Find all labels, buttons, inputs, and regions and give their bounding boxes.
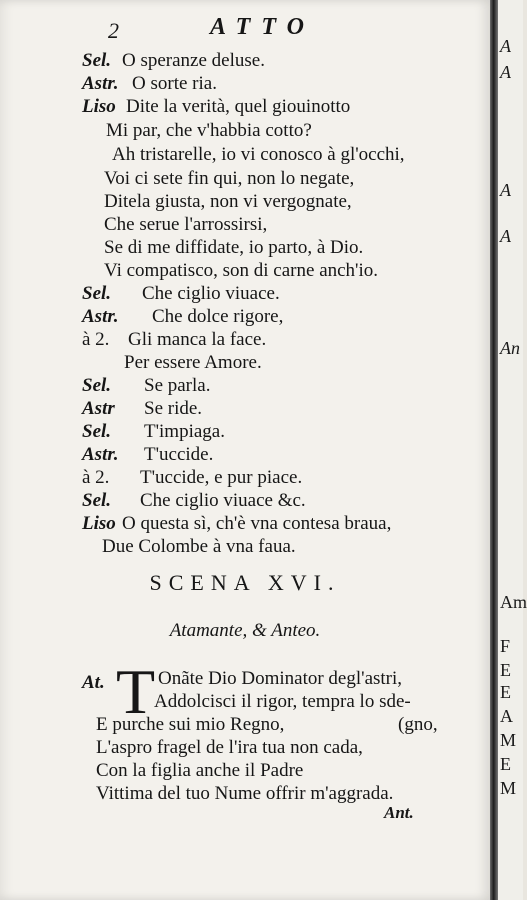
dialogue-line [0,352,490,374]
line-text: Dite la verità, quel giouinotto [126,96,351,117]
line-text: Che ciglio viuace. [142,283,280,304]
line-text: Se parla. [144,375,211,396]
speaker-label: Sel. [82,50,112,71]
dialogue-line [0,536,490,558]
dialogue-line [0,260,490,282]
catchword: Ant. [384,803,414,822]
edge-letter: A [500,706,513,726]
scene-persons: Atamante, & Anteo. [169,620,321,641]
dialogue-line [0,421,490,443]
speaker-label: Astr [82,398,115,419]
line-text: Gli manca la face. [128,329,267,350]
line-text: T'impiaga. [144,421,225,442]
speaker-label: Sel. [82,375,112,396]
line-text: Vittima del tuo Nume offrir m'aggrada. [96,783,394,804]
dialogue-line [0,73,490,95]
book-gutter [490,0,498,900]
dialogue-line [0,306,490,328]
adjacent-page-edge [498,0,527,900]
dialogue-line [0,513,490,535]
dialogue-line [0,375,490,397]
speaker-label: Astr. [82,73,119,94]
line-text: Per essere Amore. [124,352,262,373]
edge-letter: A [500,62,511,82]
dialogue-line [0,120,490,142]
speaker-label: Sel. [82,283,112,304]
line-text: Con la figlia anche il Padre [96,760,304,781]
line-text: Vi compatisco, son di carne anch'io. [104,260,379,281]
speech-line [0,737,490,759]
speaker-label: à 2. [82,467,110,488]
line-text: Addolcisci il rigor, tempra lo sde- [154,691,411,712]
line-text: (gno, [398,714,438,735]
line-text: Che serue l'arrossirsi, [104,214,268,235]
speaker-label: Astr. [82,444,119,465]
line-text: Voi ci sete fin qui, non lo negate, [104,168,355,189]
line-text: L'aspro fragel de l'ira tua non cada, [96,737,363,758]
line-text: Che dolce rigore, [152,306,284,327]
line-text: Ditela giusta, non vi vergognate, [104,191,352,212]
line-text: Se ride. [144,398,203,419]
speaker-label: Astr. [82,306,119,327]
speaker-label: Sel. [82,421,112,442]
line-text: O speranze deluse. [122,50,265,71]
edge-letter: Am [500,592,527,612]
dialogue-line [0,237,490,259]
edge-letter: E [500,682,511,702]
drop-cap: T [116,656,156,727]
edge-letter: M [500,778,517,798]
line-text: Due Colombe à vna faua. [102,536,296,557]
running-head: ATTO [210,14,315,40]
dialogue-line [0,96,490,118]
dialogue-line [0,490,490,512]
dialogue-line [0,144,490,166]
dialogue-line [0,398,490,420]
page-number: 2 [108,18,119,43]
scene-title: SCENA XVI. [149,570,341,595]
speaker-label: à 2. [82,329,110,350]
dialogue-line [0,50,490,72]
line-text: Mi par, che v'habbia cotto? [106,120,312,141]
line-text: T'uccide, e pur piace. [140,467,303,488]
speech-line [0,691,490,713]
line-text: O questa sì, ch'è vna contesa braua, [122,513,392,534]
dialogue-line [0,444,490,466]
speech-line [0,668,490,690]
line-text: O sorte ria. [132,73,217,94]
line-text: Onãte Dio Dominator degl'astri, [158,668,403,689]
edge-letter: A [500,226,511,246]
dialogue-line [0,168,490,190]
line-text: Che ciglio viuace &c. [140,490,306,511]
speaker-label: At. [82,672,105,693]
speaker-label: Liso [82,96,116,117]
line-text: Ah tristarelle, io vi conosco à gl'occhi, [112,144,405,165]
edge-letter: A [500,36,511,56]
speech-line [0,783,490,805]
speaker-label: Liso [82,513,116,534]
edge-letter: E [500,660,511,680]
edge-letter: M [500,730,517,750]
dialogue-line [0,191,490,213]
speaker-label: Sel. [82,490,112,511]
dialogue-line [0,467,490,489]
edge-letter: An [500,338,520,358]
dialogue-line [0,214,490,236]
dialogue-line [0,283,490,305]
line-text: T'uccide. [144,444,214,465]
edge-letter: A [500,180,511,200]
line-text: E purche sui mio Regno, [96,714,285,735]
speech-line [0,760,490,782]
line-text: Se di me diffidate, io parto, à Dio. [104,237,364,258]
edge-letter: F [500,636,511,656]
edge-letter: E [500,754,511,774]
dialogue-line [0,329,490,351]
speech-line [0,714,490,736]
